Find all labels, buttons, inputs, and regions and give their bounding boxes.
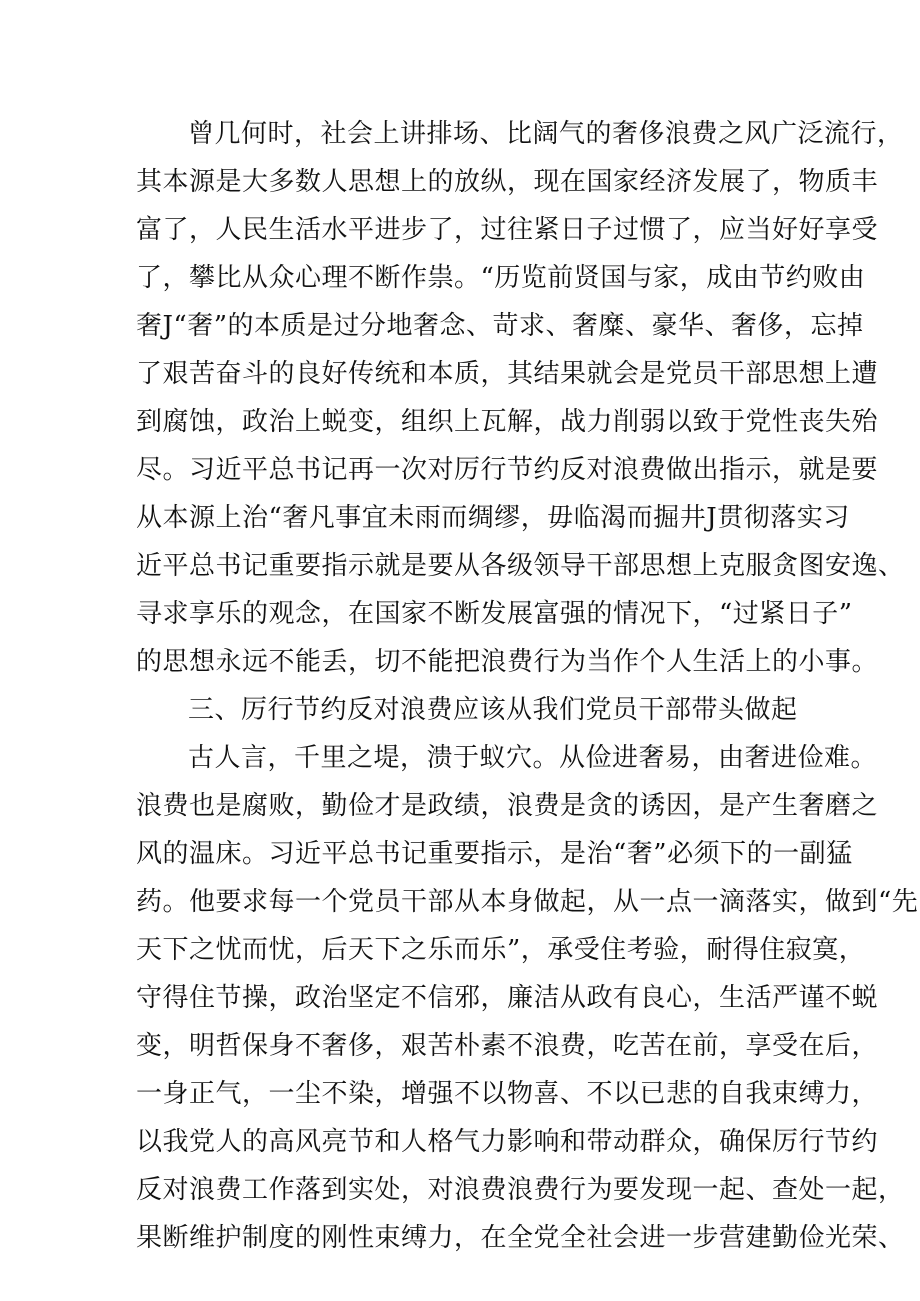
text-line: 一身正气，一尘不染，增强不以物喜、不以已悲的自我束缚力， bbox=[136, 1079, 879, 1109]
text-line: 药。他要求每一个党员干部从本身做起，从一点一滴落实，做到“先 bbox=[136, 887, 919, 917]
paragraph-2 bbox=[136, 734, 919, 1262]
text-line: 天下之忧而忧，后天下之乐而乐”，承受住考验，耐得住寂寞， bbox=[136, 935, 866, 965]
text-line: 寻求享乐的观念，在国家不断发展富强的情况下，“过紧日子” bbox=[136, 599, 853, 629]
text-line: 近平总书记重要指示就是要从各级领导干部思想上克服贪图安逸、 bbox=[136, 551, 905, 581]
section-heading: 三、厉行节约反对浪费应该从我们党员干部带头做起 bbox=[188, 695, 798, 725]
text-line: 奢J“奢”的本质是过分地奢念、苛求、奢糜、豪华、奢侈，忘掉 bbox=[136, 311, 864, 341]
text-line: 变，明哲保身不奢侈，艰苦朴素不浪费，吃苦在前，享受在后， bbox=[136, 1031, 879, 1061]
paragraph-1 bbox=[136, 110, 905, 686]
text-line: 古人言，千里之堤，溃于蚁穴。从俭进奢易，由奢进俭难。 bbox=[188, 743, 878, 773]
text-line: 从本源上治“奢凡事宜未雨而绸缪，毋临渴而掘井J贯彻落实习 bbox=[136, 503, 850, 533]
text-line: 到腐蚀，政治上蜕变，组织上瓦解，战力削弱以致于党性丧失殆 bbox=[136, 407, 879, 437]
text-line: 曾几何时，社会上讲排场、比阔气的奢侈浪费之风广泛流行， bbox=[188, 119, 904, 149]
document-body bbox=[136, 110, 919, 1262]
text-line: 反对浪费工作落到实处，对浪费浪费行为要发现一起、查处一起， bbox=[136, 1175, 905, 1205]
text-line: 浪费也是腐败，勤俭才是政绩，浪费是贪的诱因，是产生奢磨之 bbox=[136, 791, 879, 821]
text-line: 其本源是大多数人思想上的放纵，现在国家经济发展了，物质丰 bbox=[136, 167, 879, 197]
text-line: 了艰苦奋斗的良好传统和本质，其结果就会是党员干部思想上遭 bbox=[136, 359, 879, 389]
text-line: 守得住节操，政治坚定不信邪，廉洁从政有良心，生活严谨不蜕 bbox=[136, 983, 879, 1013]
text-line: 尽。习近平总书记再一次对厉行节约反对浪费做出指示，就是要 bbox=[136, 455, 879, 485]
text-line: 以我党人的高风亮节和人格气力影响和带动群众，确保厉行节约 bbox=[136, 1127, 879, 1157]
text-line: 风的温床。习近平总书记重要指示，是治“奢”必须下的一副猛 bbox=[136, 839, 853, 869]
text-line: 的思想永远不能丢，切不能把浪费行为当作个人生活上的小事。 bbox=[136, 647, 879, 677]
text-line: 果断维护制度的刚性束缚力，在全党全社会进一步营建勤俭光荣、 bbox=[136, 1223, 905, 1253]
text-line: 了，攀比从众心理不断作祟。“历览前贤国与家，成由节约败由 bbox=[136, 263, 866, 293]
text-line: 富了，人民生活水平进步了，过往紧日子过惯了，应当好好享受 bbox=[136, 215, 879, 245]
